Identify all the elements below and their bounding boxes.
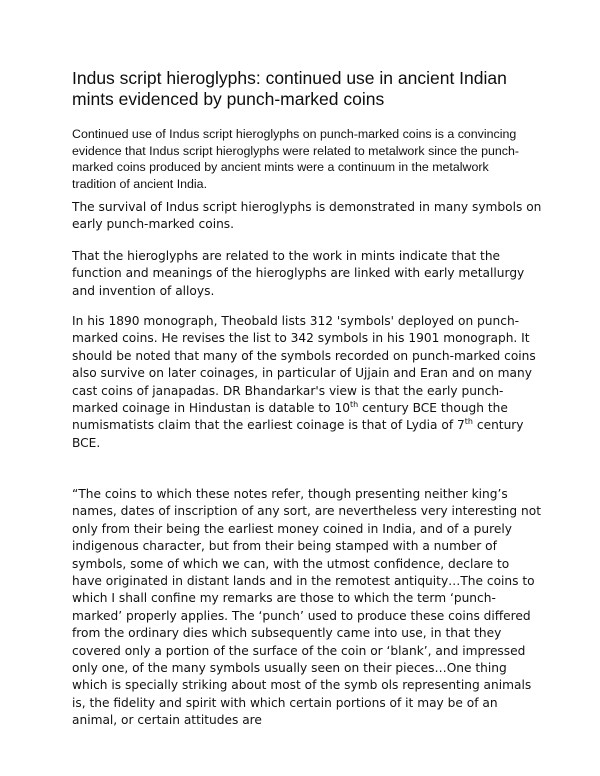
paragraph-survival: The survival of Indus script hieroglyphs is demonstrated in many symbols on early punch-marked coins. bbox=[72, 200, 542, 232]
paragraph-quotation: “The coins to which these notes refer, though presenting neither king’s names, dates of inscription of any sort, are nevertheless very interesting not only from their being the earliest money coined in India, and of a purely indigenous character, but from their being stamped with a number of symbols, some of which we can, with the utmost confidence, declare to have originated in distant lands and in the remotest antiquity…The coins to which I shall confine my remarks are those to which the term ‘punch-marked’ properly applies. The ‘punch’ used to produce these coins differed from the ordinary dies which subsequently came into use, in that they covered only a portion of the surface of the coin or ‘blank’, and impressed only one, of the many symbols usually seen on their pieces…One thing which is specially striking about most of the symb ols representing animals is, the fidelity and spirit with which certain portions of it may be of an animal, or certain attitudes are bbox=[72, 487, 541, 728]
paragraph-mints: That the hieroglyphs are related to the work in mints indicate that the function and meanings of the hieroglyphs are linked with early metallurgy and invention of alloys. bbox=[72, 249, 525, 298]
lead-paragraph: Continued use of Indus script hieroglyphs on punch-marked coins is a convincing evidence that Indus script hieroglyphs were related to metalwork since the punch-marked coins produced by ancient mints were a continuum in the metalwork tradition of ancient India. bbox=[72, 127, 519, 191]
paragraph-theobald-part1: In his 1890 monograph, Theobald lists 312 'symbols' deployed on punch-marked coins. He revises the list to 342 symbols in his 1901 monograph. It should be noted that many of the symbols recorded on punch-marked coins also survive on later coinages, in particular of Ujjain and Eran and on many cast coins of janapadas. DR Bhandarkar's view is that the early punch-marked coinage in Hindustan is datable to 10 bbox=[72, 314, 536, 416]
paragraph-theobald-part3: century BCE. bbox=[72, 418, 524, 450]
superscript-th: th bbox=[350, 399, 359, 409]
paragraph-theobald bbox=[72, 313, 542, 452]
superscript-th: th bbox=[464, 417, 473, 427]
document-title: Indus script hieroglyphs: continued use in ancient Indian mints evidenced by punch-marked coins bbox=[72, 68, 507, 109]
paragraph-theobald-part2: century BCE though the numismatists claim that the earliest coinage is that of Lydia of 7 bbox=[72, 401, 508, 433]
